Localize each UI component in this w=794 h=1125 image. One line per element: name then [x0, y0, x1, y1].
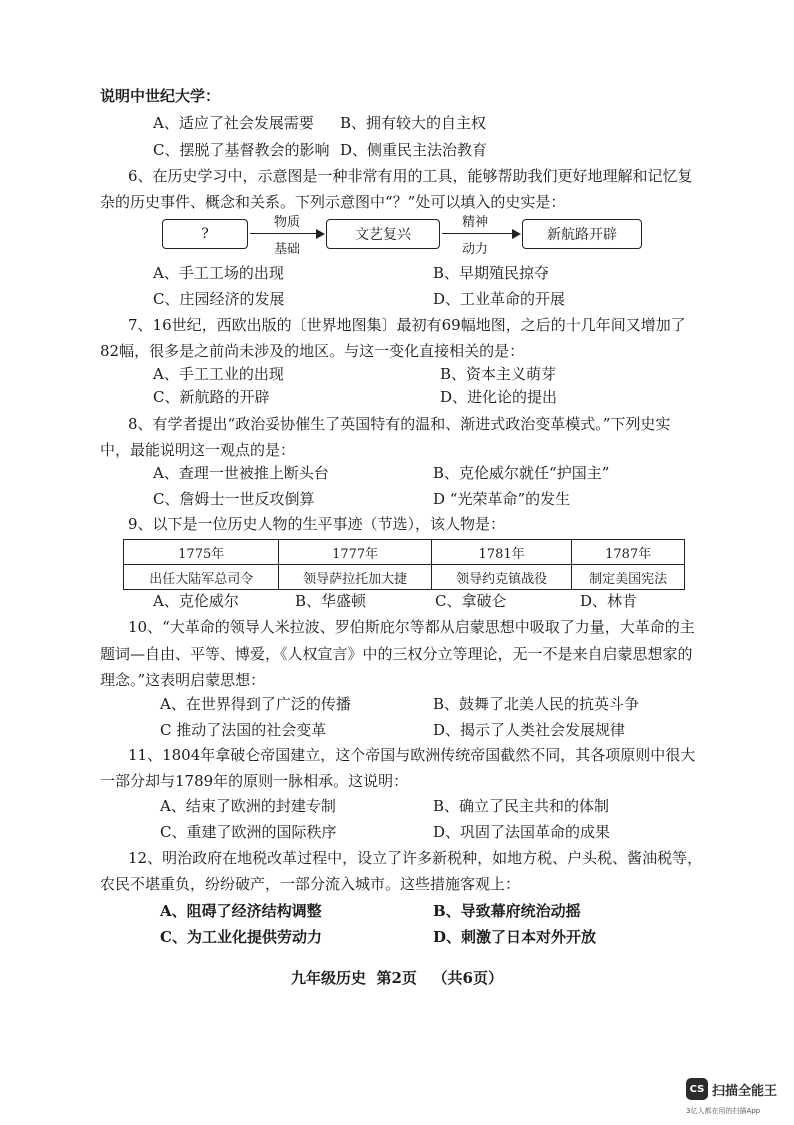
option-c: C、庄园经济的发展 — [153, 290, 285, 308]
event-cell: 出任大陆军总司令 — [124, 565, 279, 590]
option-a: A、结束了欧洲的封建专制 — [160, 797, 336, 815]
question-10-stem-cont: 题词—自由、平等、博爱，《人权宣言》中的三权分立等理论，无一不是来自启蒙思想家的 — [100, 645, 693, 663]
option-b: B、导致幕府统治动摇 — [433, 902, 581, 920]
arrow-right-icon — [316, 229, 325, 239]
option-b: B、资本主义萌芽 — [440, 365, 557, 383]
arrow-label-top: 精神 — [461, 215, 488, 230]
question-12-stem: 12、明治政府在地税改革过程中，设立了许多新税种，如地方税、户头税、酱油税等， — [128, 849, 703, 867]
watermark-name: 扫描全能王 — [712, 1084, 778, 1099]
option-b: B、确立了民主共和的体制 — [433, 797, 610, 815]
question-10-stem: 10、“大革命的领导人米拉波、罗伯斯庇尔等都从启蒙思想中吸取了力量，大革命的主 — [128, 618, 695, 636]
option-b: B、鼓舞了北美人民的抗英斗争 — [433, 695, 640, 713]
option-d: D、进化论的提出 — [440, 388, 558, 406]
option-b: B、拥有较大的自主权 — [340, 114, 487, 132]
option-b: B、克伦威尔就任“护国主” — [433, 464, 610, 482]
option-c: C、重建了欧洲的国际秩序 — [160, 823, 337, 841]
option-d: D、工业革命的开展 — [433, 290, 566, 308]
option-d: D、林肯 — [580, 592, 638, 610]
year-cell: 1781年 — [431, 540, 571, 565]
question-10-stem-cont: 理念。”这表明启蒙思想： — [100, 671, 266, 689]
option-c: C、摆脱了基督教会的影响 — [153, 141, 330, 159]
diagram-box-new-routes: 新航路开辟 — [522, 219, 642, 249]
question-8-stem: 8、有学者提出“政治妥协催生了英国特有的温和、渐进式政治变革模式。”下列史实 — [128, 415, 671, 433]
event-cell: 领导萨拉托加大捷 — [279, 565, 431, 590]
arrow-line — [250, 233, 316, 234]
option-d: D、巩固了法国革命的成果 — [433, 823, 611, 841]
option-b: B、华盛顿 — [295, 592, 367, 610]
page-footer: 九年级历史 第2页 （共6页） — [291, 969, 503, 987]
arrow-right-icon — [512, 229, 521, 239]
option-a: A、查理一世被推上断头台 — [153, 464, 329, 482]
table-row — [124, 540, 685, 565]
question-11-stem: 11、1804年拿破仑帝国建立，这个帝国与欧洲传统帝国截然不同，其各项原则中很大 — [128, 746, 696, 764]
diagram-box-renaissance: 文艺复兴 — [326, 219, 440, 249]
option-a: A、手工工业的出现 — [153, 365, 284, 383]
year-cell: 1775年 — [124, 540, 279, 565]
question-6-stem: 6、在历史学习中，示意图是一种非常有用的工具，能够帮助我们更好地理解和记忆复 — [128, 167, 693, 185]
option-d: D、揭示了人类社会发展规律 — [433, 721, 626, 739]
question-8-stem-cont: 中，最能说明这一观点的是： — [100, 441, 296, 459]
option-a: A、手工工场的出现 — [153, 264, 284, 282]
question-7-stem-cont: 82幅，很多是之前尚未涉及的地区。与这一变化直接相关的是： — [100, 342, 525, 360]
year-cell: 1787年 — [572, 540, 685, 565]
arrow-label-bottom: 动力 — [461, 242, 488, 257]
option-c: C、为工业化提供劳动力 — [160, 928, 322, 946]
table-row — [124, 565, 685, 590]
diagram-box-unknown: ? — [162, 219, 248, 249]
option-a: A、阻碍了经济结构调整 — [160, 902, 322, 920]
option-a: A、在世界得到了广泛的传播 — [160, 695, 351, 713]
option-c: C、拿破仑 — [435, 592, 507, 610]
option-a: A、适应了社会发展需要 — [153, 114, 314, 132]
camscanner-logo-icon: CS — [686, 1078, 708, 1100]
option-d: D “光荣革命”的发生 — [433, 490, 571, 508]
option-a: A、克伦威尔 — [153, 592, 239, 610]
option-c: C、新航路的开辟 — [153, 388, 270, 406]
question-12-stem-cont: 农民不堪重负，纷纷破产，一部分流入城市。这些措施客观上： — [100, 875, 521, 893]
question-11-stem-cont: 一部分却与1789年的原则一脉相承。这说明： — [100, 772, 409, 790]
option-d: D、刺激了日本对外开放 — [433, 928, 597, 946]
event-cell: 制定美国宪法 — [572, 565, 685, 590]
question-6-stem-cont: 杂的历史事件、概念和关系。下列示意图中“？”处可以填入的史实是： — [100, 193, 566, 211]
arrow-line — [442, 233, 512, 234]
option-c: C、詹姆士一世反攻倒算 — [153, 490, 315, 508]
watermark-subtitle: 3亿人都在用的扫描App — [686, 1107, 761, 1115]
question-9-stem: 9、以下是一位历史人物的生平事迹（节选），该人物是： — [128, 515, 506, 533]
timeline-table — [123, 539, 685, 590]
arrow-label-top: 物质 — [273, 215, 300, 230]
option-d: D、侧重民主法治教育 — [340, 141, 488, 159]
option-c: C 推动了法国的社会变革 — [160, 721, 327, 739]
text-line: 说明中世纪大学： — [100, 87, 221, 105]
event-cell: 领导约克镇战役 — [431, 565, 571, 590]
year-cell: 1777年 — [279, 540, 431, 565]
option-b: B、早期殖民掠夺 — [433, 264, 550, 282]
question-7-stem: 7、16世纪，西欧出版的〔世界地图集〕最初有69幅地图，之后的十几年间又增加了 — [128, 316, 686, 334]
arrow-label-bottom: 基础 — [273, 242, 300, 257]
